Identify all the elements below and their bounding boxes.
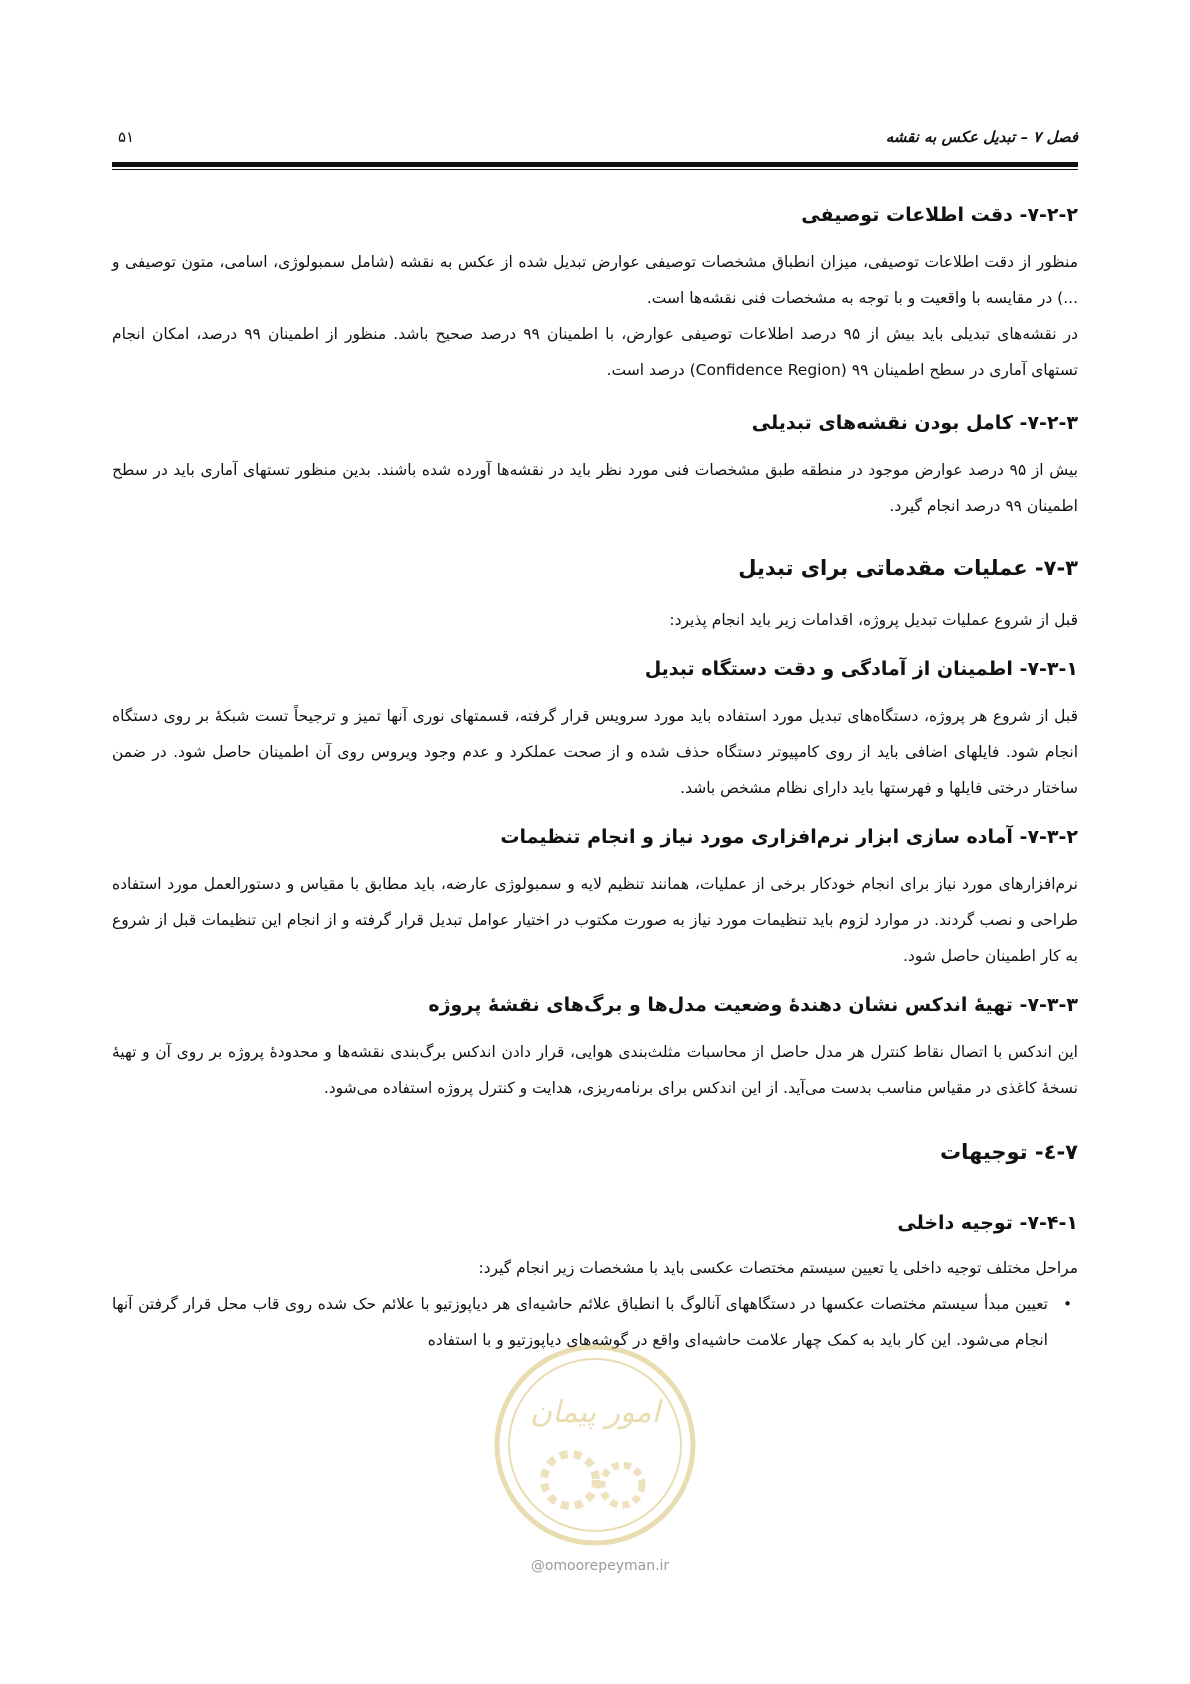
page-number: ۵۱ [118,128,135,146]
section-7-2-2-paragraph-2 [112,316,1078,388]
paragraph-2-text-before: در نقشه‌های تبدیلی باید بیش از ۹۵ درصد اطلاعات توصیفی عوارض، با اطمینان ۹۹ درصد صحیح باشد. منظور از اطمینان ۹۹ درصد، امکان انجام تستهای آماری در سطح اطمینان [112,325,1078,379]
chapter-title: فصل ۷ – تبدیل عکس به نقشه [885,128,1078,146]
section-heading-7-2-2: ۷-۲-۲- دقت اطلاعات توصیفی [801,204,1078,226]
section-heading-7-3-2: ۷-۳-۲- آماده سازی ابزار نرم‌افزاری مورد نیاز و انجام تنظیمات [500,826,1078,848]
section-heading-7-4-1: ۷-۴-۱- توجیه داخلی [897,1212,1078,1234]
section-7-3-2-paragraph-1: نرم‌افزارهای مورد نیاز برای انجام خودکار برخی از عملیات، همانند تنظیم لایه و سمبولوژی عارضه، باید مطابق با مقیاس و دستورالعمل مورد استفاده طراحی و نصب گردند. در موارد لزوم باید تنظیمات مورد نیاز به صورت مکتوب در اختیار عوامل تبدیل قرار گرفته و از انجام این تنظیمات قبل از شروع به کار اطمینان حاصل شود. [112,875,1078,965]
header-rule-thin [112,169,1078,170]
section-7-3-3-paragraph-1: این اندکس با اتصال نقاط کنترل هر مدل حاصل از محاسبات مثلث‌بندی هوایی، قرار دادن اندکس برگ‌بندی نقشه‌ها و محدودهٔ پروژه بر روی آن و تهیهٔ نسخهٔ کاغذی در مقیاس مناسب بدست می‌آید. از این اندکس برای برنامه‌ریزی، هدایت و کنترل پروژه استفاده می‌شود. [112,1043,1078,1097]
bullet-text: تعیین مبدأ سیستم مختصات عکسها در دستگاههای آنالوگ با انطباق علائم حاشیه‌ای هر دیاپوزتیو با علائم حک شده روی قاب محل قرار گرفتن آنها انجام می‌شود. این کار باید به کمک چهار علامت حاشیه‌ای واقع در گوشه‌های دیاپوزتیو و با استفاده [112,1295,1048,1349]
page-content [112,200,1078,1358]
section-7-3-paragraph-1: قبل از شروع عملیات تبدیل پروژه، اقدامات زیر باید انجام پذیرد: [669,611,1078,629]
section-heading-7-3-1: ۷-۳-۱- اطمینان از آمادگی و دقت دستگاه تبدیل [644,658,1078,680]
header-rule-thick [112,162,1078,167]
section-7-2-3-paragraph-1: بیش از ۹۵ درصد عوارض موجود در منطقه طبق مشخصات فنی مورد نظر باید در نقشه‌ها آورده شده باشند. بدین منظور تستهای آماری باید در سطح اطمینان ۹۹ درصد انجام گیرد. [112,461,1078,515]
section-7-4-1-bullet-list [112,1286,1078,1358]
watermark-logo-icon [490,1340,700,1550]
paragraph-2-text-after: ۹۹ درصد است. [606,361,869,379]
section-heading-7-2-3: ۷-۲-۳- کامل بودن نقشه‌های تبدیلی [751,412,1078,434]
section-heading-7-3-3: ۷-۳-۳- تهیهٔ اندکس نشان دهندهٔ وضعیت مدل‌ها و برگ‌های نقشهٔ پروژه [428,994,1078,1016]
section-7-2-2-paragraph-1: منظور از دقت اطلاعات توصیفی، میزان انطباق مشخصات توصیفی عوارض تبدیل شده از عکس به نقشه (شامل سمبولوژی، اسامی، متون توصیفی و ...) در مقایسه با واقعیت و با توجه به مشخصات فنی نقشه‌ها است. [112,253,1078,307]
section-heading-7-3: ۷-۳- عملیات مقدماتی برای تبدیل [738,556,1078,580]
watermark-url: @omoorepeyman.ir [530,1558,670,1574]
confidence-region-term: (Confidence Region) [689,361,847,379]
watermark-logo-text: امور پیمان [530,1395,660,1430]
section-7-4-1-paragraph-1: مراحل مختلف توجیه داخلی یا تعیین سیستم مختصات عکسی باید با مشخصات زیر انجام گیرد: [478,1259,1078,1277]
running-header [112,128,1078,156]
list-item [112,1286,1072,1358]
section-7-3-1-paragraph-1: قبل از شروع هر پروژه، دستگاه‌های تبدیل مورد استفاده باید مورد سرویس قرار گرفته، قسمتهای نوری آنها تمیز و ترجیحاً تست شبکهٔ بر روی دستگاه انجام شود. فایلهای اضافی باید از روی کامپیوتر دستگاه حذف شده و از صحت عملکرد و عدم وجود ویروس روی آن اطمینان حاصل شود. در ضمن ساختار درختی فایلها و فهرستها باید دارای نظام مشخص باشد. [112,707,1078,797]
section-heading-7-4: ۷-٤- توجیهات [939,1140,1078,1164]
bullet-dot: • [1063,1295,1072,1313]
